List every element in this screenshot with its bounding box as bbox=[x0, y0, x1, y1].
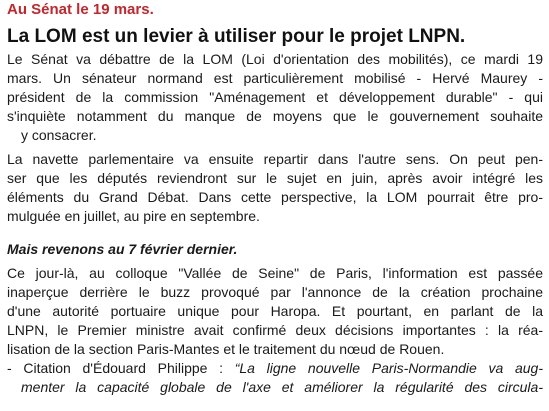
citation-quote: “La ligne nouvelle Paris-Normandie va aug- bbox=[234, 360, 543, 376]
paragraph-line: s'inquiète notamment du manque de moyens que le gouvernement souhaite bbox=[7, 108, 543, 124]
paragraph-line: Le Sénat va débattre de la LOM (Loi d'orientation des mobilités), ce mardi 19 bbox=[7, 51, 543, 67]
paragraph-line: Ce jour-là, au colloque "Vallée de Seine" de Paris, l'information est passée bbox=[7, 265, 543, 281]
article-headline: La LOM est un levier à utiliser pour le projet LNPN. bbox=[7, 26, 466, 47]
paragraph-line: mulguée en juillet, au pire en septembre. bbox=[7, 208, 260, 224]
paragraph-colloque bbox=[7, 264, 543, 397]
paragraph-line: président de la commission "Aménagement et développement durable" - qui bbox=[7, 89, 543, 105]
article-kicker: Au Sénat le 19 mars. bbox=[7, 1, 154, 18]
paragraph-senate-debate bbox=[7, 50, 543, 145]
paragraph-line: La navette parlementaire va ensuite repartir dans l'autre sens. On peut pen- bbox=[7, 151, 543, 167]
paragraph-line: ser que les députés reviendront sur le sujet en juin, après avoir intégré les bbox=[7, 170, 543, 186]
section-subhead: Mais revenons au 7 février dernier. bbox=[7, 241, 238, 257]
paragraph-line: mars. Un sénateur normand est particulièrement mobilisé - Hervé Maurey - bbox=[7, 70, 543, 86]
paragraph-line: y consacrer. bbox=[21, 127, 97, 143]
paragraph-line: inaperçue derrière le buzz provoqué par l'annonce de la création prochaine bbox=[7, 284, 543, 300]
paragraph-line: éléments du Grand Débat. Dans cette perspective, la LOM pourrait être pro- bbox=[7, 189, 543, 205]
paragraph-line: d'une autorité portuaire unique pour Haropa. Et pourtant, en parlant de la bbox=[7, 303, 543, 319]
citation-prefix: - Citation d'Édouard Philippe : bbox=[7, 360, 235, 376]
paragraph-line: lisation de la section Paris-Mantes et le traitement du nœud de Rouen. bbox=[7, 341, 445, 357]
paragraph-parliament-shuttle bbox=[7, 150, 543, 226]
citation-quote-continued: menter la capacité globale de l'axe et améliorer la régularité des circula- bbox=[21, 379, 543, 395]
paragraph-line: LNPN, le Premier ministre avait confirmé deux décisions importantes : la réa- bbox=[7, 322, 543, 338]
citation-line bbox=[7, 359, 543, 378]
